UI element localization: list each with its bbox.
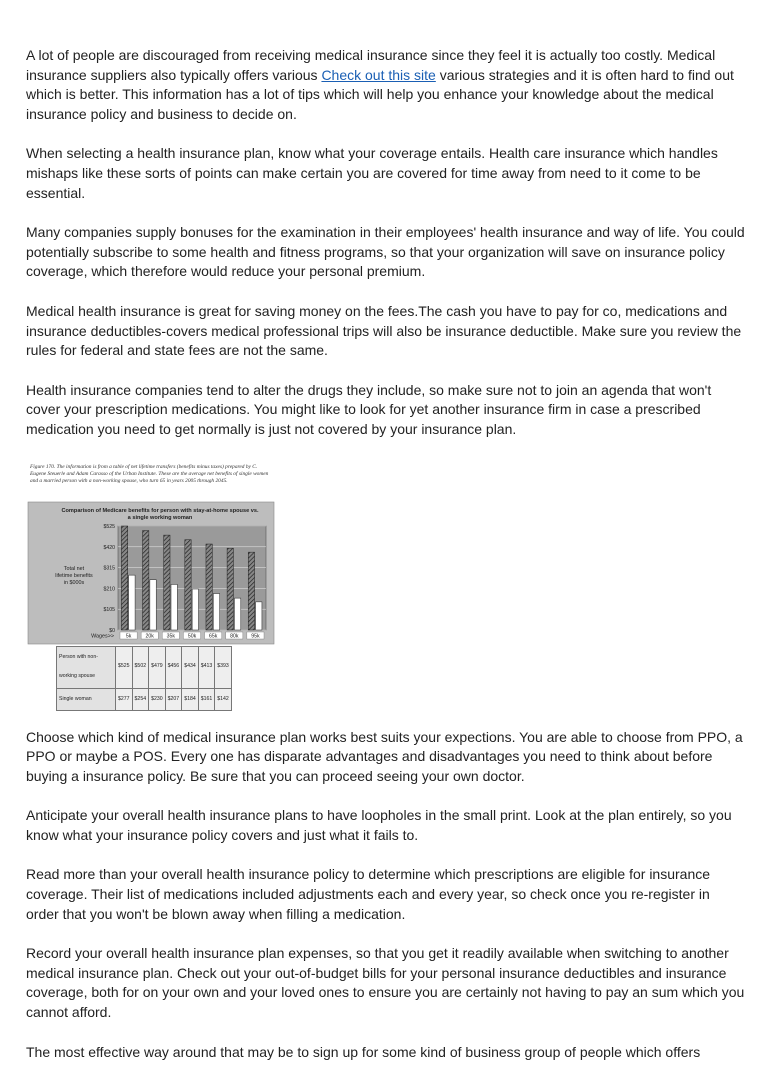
y-tick-label: $525 xyxy=(103,523,115,530)
paragraph-1-text-before: A lot of people are discouraged from receiving medical insurance since they feel it is actually too costly. Medical insurance suppliers also typically offers various xyxy=(26,47,716,83)
table-cell: $277 xyxy=(116,688,133,711)
y-tick-label: $315 xyxy=(103,565,115,572)
table-row xyxy=(57,646,232,688)
paragraph-8: Read more than your overall health insurance policy to determine which prescriptions are eligible for insurance coverage. Their list of medications included adjustments each and every year, so check once you re-register in order that you won't be blown away when filling a medication. xyxy=(26,866,711,922)
y-axis-label-line: Total net xyxy=(63,565,85,572)
medicare-benefits-chart xyxy=(26,500,276,646)
bar-non-working-spouse xyxy=(227,548,233,630)
bar-single-woman xyxy=(150,579,156,629)
bar-single-woman xyxy=(129,575,135,630)
x-tick-label: 95k xyxy=(251,633,260,639)
table-row xyxy=(57,688,232,711)
x-axis-label: Wages>> xyxy=(91,633,114,639)
table-cell: $184 xyxy=(182,688,199,711)
bar-single-woman xyxy=(213,593,219,629)
chart-title-line-1: Comparison of Medicare benefits for person with stay-at-home spouse vs. xyxy=(61,507,259,514)
y-tick-label: $210 xyxy=(103,585,115,592)
table-cell: $207 xyxy=(165,688,182,711)
bar-non-working-spouse xyxy=(164,535,170,630)
x-tick-label: 20k xyxy=(145,633,154,639)
table-cell: $525 xyxy=(116,646,133,688)
paragraph-7: Anticipate your overall health insurance plans to have loopholes in the small print. Look at the plan entirely, so you know what your insurance policy covers and just what it fails to. xyxy=(26,807,732,843)
chart-title-line-2: a single working woman xyxy=(127,514,193,521)
y-tick-label: $420 xyxy=(103,544,115,551)
table-cell: $479 xyxy=(149,646,166,688)
y-tick-label: $105 xyxy=(103,606,115,613)
table-cell: $502 xyxy=(132,646,149,688)
bar-non-working-spouse xyxy=(121,526,127,630)
check-out-this-site-link[interactable]: Check out this site xyxy=(321,66,436,83)
x-tick-label: 35k xyxy=(166,633,176,639)
bar-single-woman xyxy=(256,601,262,629)
bar-single-woman xyxy=(171,584,177,630)
series-label-non-working-spouse: Person with non-working spouse xyxy=(57,646,116,688)
paragraph-10: The most effective way around that may be to sign up for some kind of business group of people which offers xyxy=(26,1043,701,1060)
paragraph-9: Record your overall health insurance plan expenses, so that you get it readily available when switching to another medical insurance plan. Check out your out-of-budget bills for your personal insurance deductibles and insurance coverage, both for on your own and your loved ones to ensure you are certainly not having to pay an sum which you cannot afford. xyxy=(26,945,745,1021)
paragraph-4: Medical health insurance is great for saving money on the fees.The cash you have to pay for co, medications and insurance deductibles-covers medical professional trips will also be insurance deductible. Make sure you review the rules for federal and state fees are not the same. xyxy=(26,302,742,359)
table-cell: $393 xyxy=(215,646,232,688)
y-tick-label: $0 xyxy=(109,627,115,634)
figure-data-table xyxy=(56,646,232,712)
table-cell: $434 xyxy=(182,646,199,688)
y-axis-label-line: lifetime benefits xyxy=(55,572,93,579)
series-label-single-woman: Single woman xyxy=(57,688,116,711)
paragraph-5: Health insurance companies tend to alter the drugs they include, so make sure not to join an agenda that won't cover your prescription medications. You might like to look for yet another insurance firm in case a prescribed medication you need to get normally is just not covered by your insurance plan. xyxy=(26,381,712,437)
x-tick-label: 65k xyxy=(208,633,218,639)
y-axis-label-line: in $000s xyxy=(63,579,85,586)
bar-non-working-spouse xyxy=(143,530,149,629)
paragraph-1-text-after: various strategies and it is often hard to find out which is better. This information has a lot of tips which will help you enhance your knowledge about the medical insurance policy and business to decide on. xyxy=(26,66,734,122)
bar-single-woman xyxy=(234,598,240,630)
bar-single-woman xyxy=(192,588,198,629)
document-page xyxy=(26,46,746,1082)
bar-non-working-spouse xyxy=(185,539,191,629)
bar-non-working-spouse xyxy=(248,552,254,630)
figure-caption: Figure 170. The information is from a table of net lifetime transfers (benefits minus taxes) prepared by C. Eugene Steuerle and Adam Carasso of the Urban Institute. These are the average net benefits of single women and a married person with a non-working spouse, who turn 65 in years 2005 through 2045. xyxy=(30,463,269,484)
table-cell: $142 xyxy=(215,688,232,711)
paragraph-6: Choose which kind of medical insurance plan works best suits your expections. You are able to choose from PPO, a PPO or maybe a POS. Every one has disparate advantages and disadvantages you need to think about before buying a insurance policy. Be sure that you can proceed seeing your own doctor. xyxy=(26,728,743,784)
medicare-benefits-figure xyxy=(26,460,276,702)
x-tick-label: 5k xyxy=(125,633,132,639)
table-cell: $413 xyxy=(198,646,215,688)
x-tick-label: 50k xyxy=(187,633,197,639)
x-tick-label: 80k xyxy=(230,633,239,639)
table-cell: $161 xyxy=(198,688,215,711)
paragraph-3: Many companies supply bonuses for the examination in their employees' health insurance and way of life. You could potentially subscribe to some health and fitness programs, so that your organization will save on insurance policy coverage, which therefore would reduce your personal premium. xyxy=(26,224,745,280)
bar-non-working-spouse xyxy=(206,544,212,630)
paragraph-1 xyxy=(26,46,746,124)
table-cell: $254 xyxy=(132,688,149,711)
paragraph-2: When selecting a health insurance plan, know what your coverage entails. Health care insurance which handles mishaps like these sorts of points can make certain you are covered for time away from need to it come to be essential. xyxy=(26,145,718,201)
table-cell: $456 xyxy=(165,646,182,688)
table-cell: $230 xyxy=(149,688,166,711)
